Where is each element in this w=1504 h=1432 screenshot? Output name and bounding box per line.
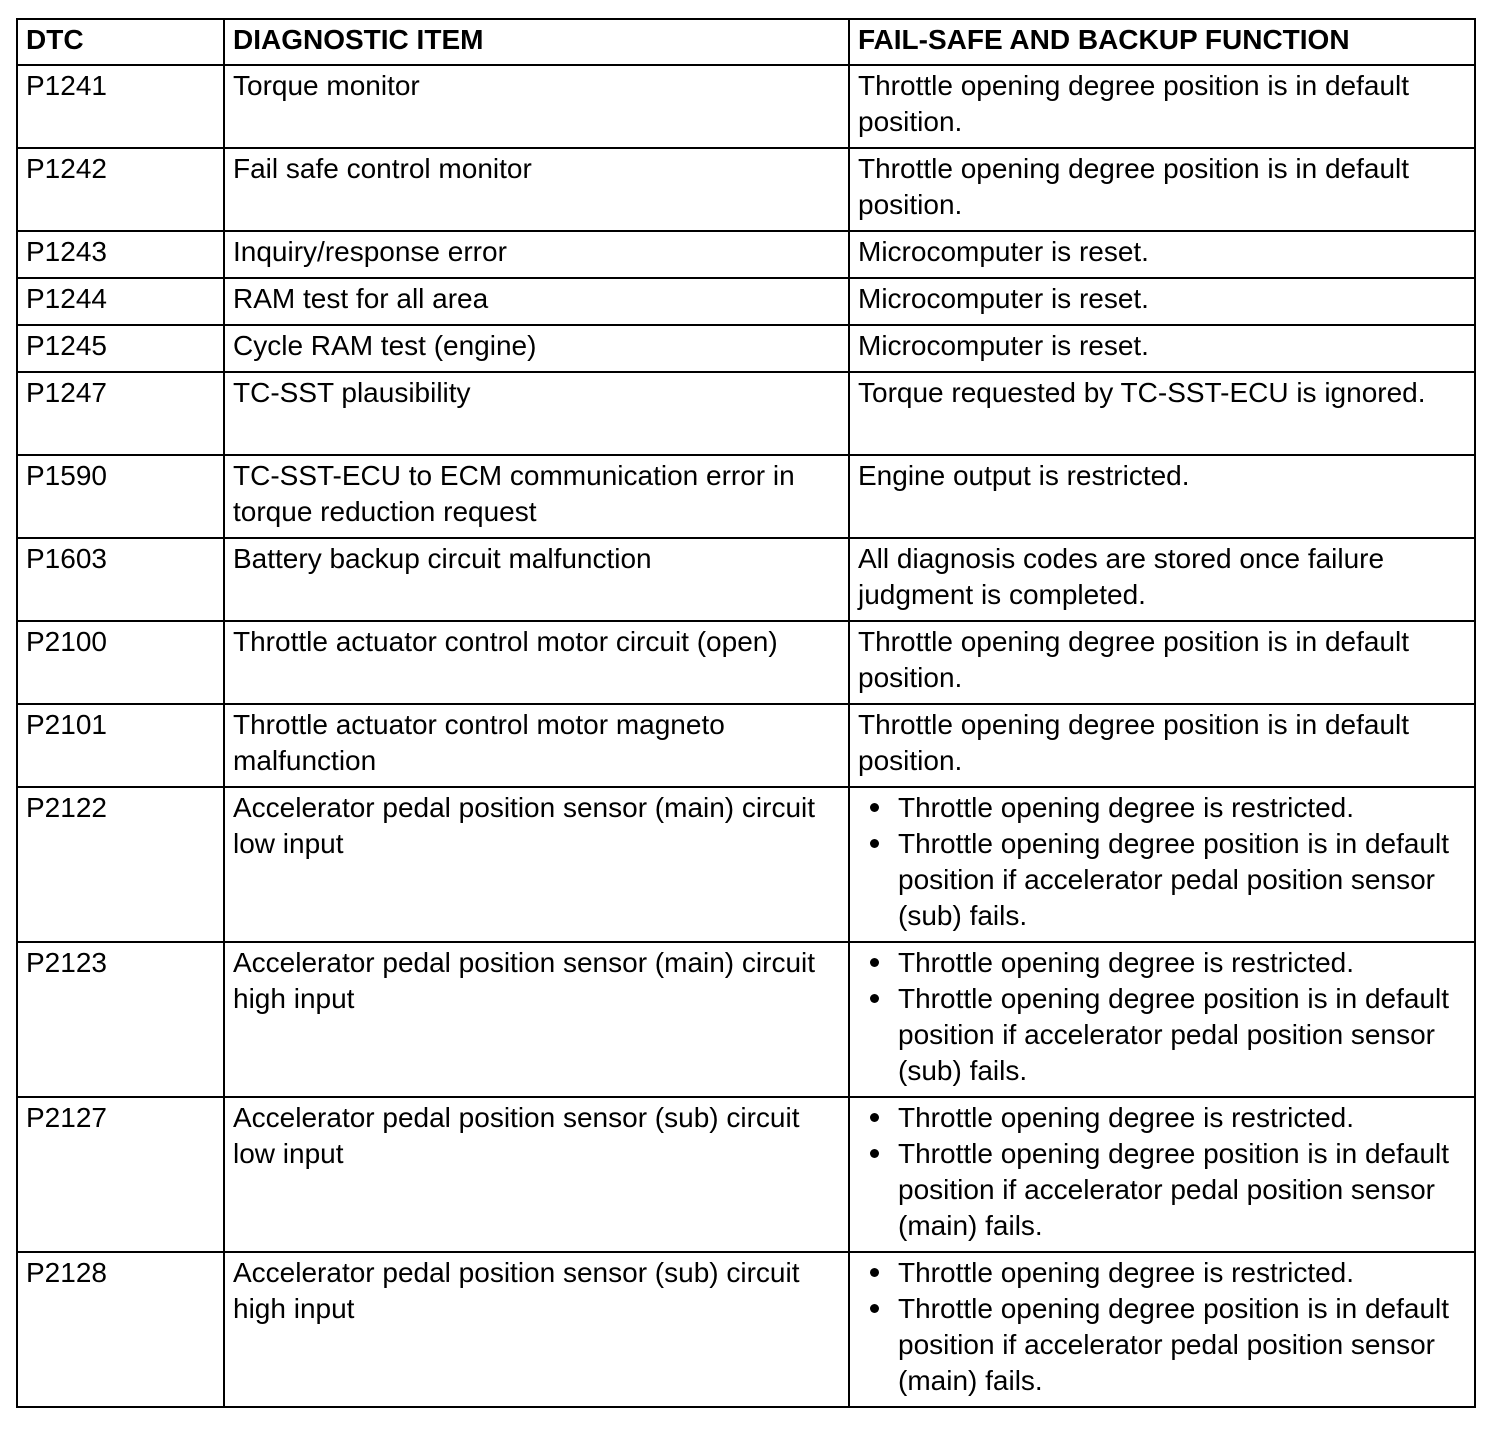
table-row	[17, 787, 1475, 942]
dtc-table	[16, 18, 1476, 1408]
diagnostic-item: Inquiry/response error	[224, 231, 849, 278]
failsafe-function	[849, 621, 1475, 704]
failsafe-function	[849, 455, 1475, 538]
failsafe-list	[858, 1255, 1466, 1399]
table-row	[17, 65, 1475, 148]
table-row	[17, 372, 1475, 455]
table-row	[17, 1097, 1475, 1252]
failsafe-list	[858, 1100, 1466, 1244]
failsafe-list-item: Throttle opening degree is restricted.	[898, 1100, 1466, 1136]
dtc-code: P1590	[17, 455, 224, 538]
dtc-code: P1243	[17, 231, 224, 278]
failsafe-list	[858, 945, 1466, 1089]
diagnostic-item: Accelerator pedal position sensor (sub) circuit high input	[224, 1252, 849, 1407]
failsafe-function	[849, 278, 1475, 325]
diagnostic-item: Fail safe control monitor	[224, 148, 849, 231]
failsafe-list	[858, 790, 1466, 934]
dtc-code: P2101	[17, 704, 224, 787]
table-row	[17, 325, 1475, 372]
table-row	[17, 1252, 1475, 1407]
diagnostic-item: Throttle actuator control motor magneto malfunction	[224, 704, 849, 787]
failsafe-list-item: Throttle opening degree position is in default position if accelerator pedal position sensor (sub) fails.	[898, 826, 1466, 934]
dtc-code: P2122	[17, 787, 224, 942]
dtc-code: P2123	[17, 942, 224, 1097]
diagnostic-item: Accelerator pedal position sensor (main) circuit high input	[224, 942, 849, 1097]
dtc-code: P1245	[17, 325, 224, 372]
dtc-code: P1603	[17, 538, 224, 621]
failsafe-text: Throttle opening degree position is in default position.	[858, 709, 1410, 776]
dtc-code: P2127	[17, 1097, 224, 1252]
header-dtc: DTC	[17, 19, 224, 65]
table-row	[17, 148, 1475, 231]
dtc-code: P2128	[17, 1252, 224, 1407]
failsafe-text: Microcomputer is reset.	[858, 236, 1149, 267]
diagnostic-item: RAM test for all area	[224, 278, 849, 325]
failsafe-text: Throttle opening degree position is in default position.	[858, 153, 1410, 220]
failsafe-list-item: Throttle opening degree is restricted.	[898, 1255, 1466, 1291]
dtc-code: P1244	[17, 278, 224, 325]
diagnostic-item: Torque monitor	[224, 65, 849, 148]
table-row	[17, 621, 1475, 704]
failsafe-list-item: Throttle opening degree position is in default position if accelerator pedal position sensor (main) fails.	[898, 1291, 1466, 1399]
failsafe-function	[849, 787, 1475, 942]
dtc-code: P1247	[17, 372, 224, 455]
table-row	[17, 942, 1475, 1097]
failsafe-function	[849, 231, 1475, 278]
failsafe-text: Microcomputer is reset.	[858, 283, 1149, 314]
failsafe-function	[849, 538, 1475, 621]
failsafe-text: Torque requested by TC-SST-ECU is ignored.	[858, 377, 1426, 408]
table-row	[17, 231, 1475, 278]
failsafe-list-item: Throttle opening degree is restricted.	[898, 945, 1466, 981]
diagnostic-item: TC-SST plausibility	[224, 372, 849, 455]
failsafe-text: Engine output is restricted.	[858, 460, 1190, 491]
failsafe-function	[849, 942, 1475, 1097]
diagnostic-item: TC-SST-ECU to ECM communication error in torque reduction request	[224, 455, 849, 538]
failsafe-text: Microcomputer is reset.	[858, 330, 1149, 361]
header-row	[17, 19, 1475, 65]
failsafe-function	[849, 372, 1475, 455]
failsafe-text: Throttle opening degree position is in default position.	[858, 626, 1410, 693]
failsafe-function	[849, 148, 1475, 231]
diagnostic-item: Battery backup circuit malfunction	[224, 538, 849, 621]
diagnostic-item: Throttle actuator control motor circuit (open)	[224, 621, 849, 704]
header-diagnostic-item: DIAGNOSTIC ITEM	[224, 19, 849, 65]
diagnostic-item: Accelerator pedal position sensor (main) circuit low input	[224, 787, 849, 942]
diagnostic-item: Accelerator pedal position sensor (sub) circuit low input	[224, 1097, 849, 1252]
dtc-code: P1241	[17, 65, 224, 148]
dtc-code: P2100	[17, 621, 224, 704]
failsafe-list-item: Throttle opening degree position is in default position if accelerator pedal position sensor (main) fails.	[898, 1136, 1466, 1244]
failsafe-function	[849, 704, 1475, 787]
failsafe-function	[849, 325, 1475, 372]
diagnostic-item: Cycle RAM test (engine)	[224, 325, 849, 372]
table-row	[17, 278, 1475, 325]
failsafe-function	[849, 65, 1475, 148]
failsafe-list-item: Throttle opening degree is restricted.	[898, 790, 1466, 826]
failsafe-text: Throttle opening degree position is in default position.	[858, 70, 1410, 137]
failsafe-list-item: Throttle opening degree position is in default position if accelerator pedal position sensor (sub) fails.	[898, 981, 1466, 1089]
table-row	[17, 704, 1475, 787]
dtc-code: P1242	[17, 148, 224, 231]
table-row	[17, 538, 1475, 621]
failsafe-text: All diagnosis codes are stored once failure judgment is completed.	[858, 543, 1385, 610]
table-row	[17, 455, 1475, 538]
header-failsafe: FAIL-SAFE AND BACKUP FUNCTION	[849, 19, 1475, 65]
failsafe-function	[849, 1252, 1475, 1407]
failsafe-function	[849, 1097, 1475, 1252]
table-body	[17, 65, 1475, 1407]
